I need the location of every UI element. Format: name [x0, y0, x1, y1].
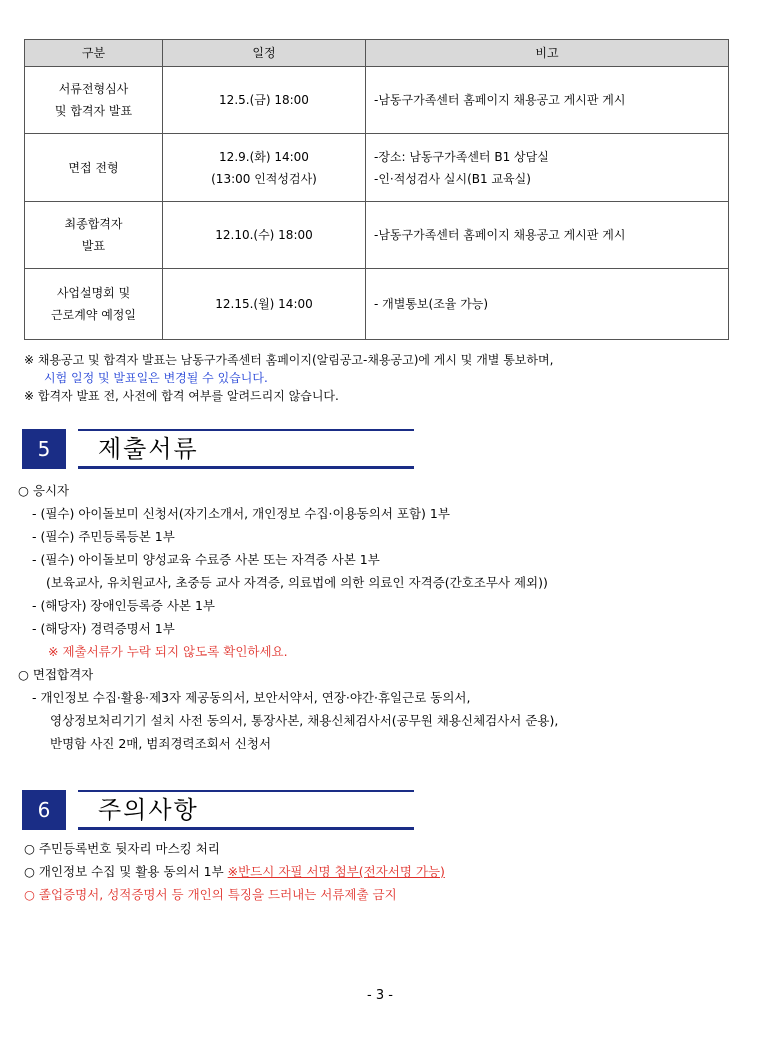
header-category: 구분 — [25, 40, 163, 67]
list-item: - 개인정보 수집·활용·제3자 제공동의서, 보안서약서, 연장·야간·휴일근로 동의서, — [32, 690, 471, 705]
group-heading: ○ 면접합격자 — [18, 667, 94, 682]
note-line: ※ 채용공고 및 합격자 발표는 남동구가족센터 홈페이지(알림공고-채용공고)에 게시 및 개별 통보하며, — [24, 353, 554, 367]
section-6-body — [24, 837, 445, 906]
row-category: 서류전형심사 및 합격자 발표 — [25, 67, 163, 134]
schedule-table — [24, 39, 729, 340]
section-number: 5 — [22, 429, 66, 469]
note-line: ※ 합격자 발표 전, 사전에 합격 여부를 알려드리지 않습니다. — [24, 389, 339, 403]
row-category: 최종합격자 발표 — [25, 202, 163, 269]
list-item-cont: 영상정보처리기기 설치 사전 동의서, 통장사본, 채용신체검사서(공무원 채용신체검사서 준용), — [50, 713, 559, 728]
table-row — [25, 67, 729, 134]
schedule-notes — [24, 351, 553, 405]
header-remarks: 비고 — [366, 40, 729, 67]
list-item-cont: 반명함 사진 2매, 범죄경력조회서 신청서 — [50, 736, 272, 751]
row-date: 12.15.(월) 14:00 — [163, 269, 366, 340]
table-row — [25, 134, 729, 202]
row-date: 12.9.(화) 14:00 (13:00 인적성검사) — [163, 134, 366, 202]
header-schedule: 일정 — [163, 40, 366, 67]
row-date: 12.10.(수) 18:00 — [163, 202, 366, 269]
table-row — [25, 202, 729, 269]
row-note: -남동구가족센터 홈페이지 채용공고 게시판 게시 — [366, 202, 729, 269]
row-category: 면접 전형 — [25, 134, 163, 202]
list-item: - (필수) 아이돌보미 양성교육 수료증 사본 또는 자격증 사본 1부 — [32, 552, 380, 567]
caution-item: ○ 주민등록번호 뒷자리 마스킹 처리 — [24, 841, 220, 856]
warning-text: ※ 제출서류가 누락 되지 않도록 확인하세요. — [48, 644, 288, 659]
section-title: 주의사항 — [78, 790, 414, 830]
caution-item: ○ 개인정보 수집 및 활용 동의서 1부 ※반드시 자필 서명 첨부(전자서명 가능) — [24, 864, 445, 879]
note-line-highlight: 시험 일정 및 발표일은 변경될 수 있습니다. — [44, 371, 268, 385]
list-item: - (해당자) 장애인등록증 사본 1부 — [32, 598, 216, 613]
section-5-header — [22, 429, 417, 469]
section-number: 6 — [22, 790, 66, 830]
group-heading: ○ 응시자 — [18, 483, 70, 498]
row-category: 사업설명회 및 근로계약 예정일 — [25, 269, 163, 340]
row-note: - 개별통보(조율 가능) — [366, 269, 729, 340]
list-item: - (필수) 주민등록등본 1부 — [32, 529, 175, 544]
row-date: 12.5.(금) 18:00 — [163, 67, 366, 134]
table-row — [25, 269, 729, 340]
section-5-body — [18, 479, 558, 755]
row-note: -장소: 남동구가족센터 B1 상담실 -인·적성검사 실시(B1 교육실) — [366, 134, 729, 202]
caution-item: ○ 졸업증명서, 성적증명서 등 개인의 특징을 드러내는 서류제출 금지 — [24, 887, 397, 902]
page-number: - 3 - — [367, 988, 393, 1003]
row-note: -남동구가족센터 홈페이지 채용공고 게시판 게시 — [366, 67, 729, 134]
list-item: - (해당자) 경력증명서 1부 — [32, 621, 175, 636]
caution-highlight: ※반드시 자필 서명 첨부(전자서명 가능) — [227, 864, 445, 879]
section-6-header — [22, 790, 417, 830]
table-header-row — [25, 40, 729, 67]
section-title: 제출서류 — [78, 429, 414, 469]
list-item: - (필수) 아이돌보미 신청서(자기소개서, 개인정보 수집·이용동의서 포함) 1부 — [32, 506, 450, 521]
list-item-detail: (보육교사, 유치원교사, 초중등 교사 자격증, 의료법에 의한 의료인 자격증(간호조무사 제외)) — [46, 575, 548, 590]
